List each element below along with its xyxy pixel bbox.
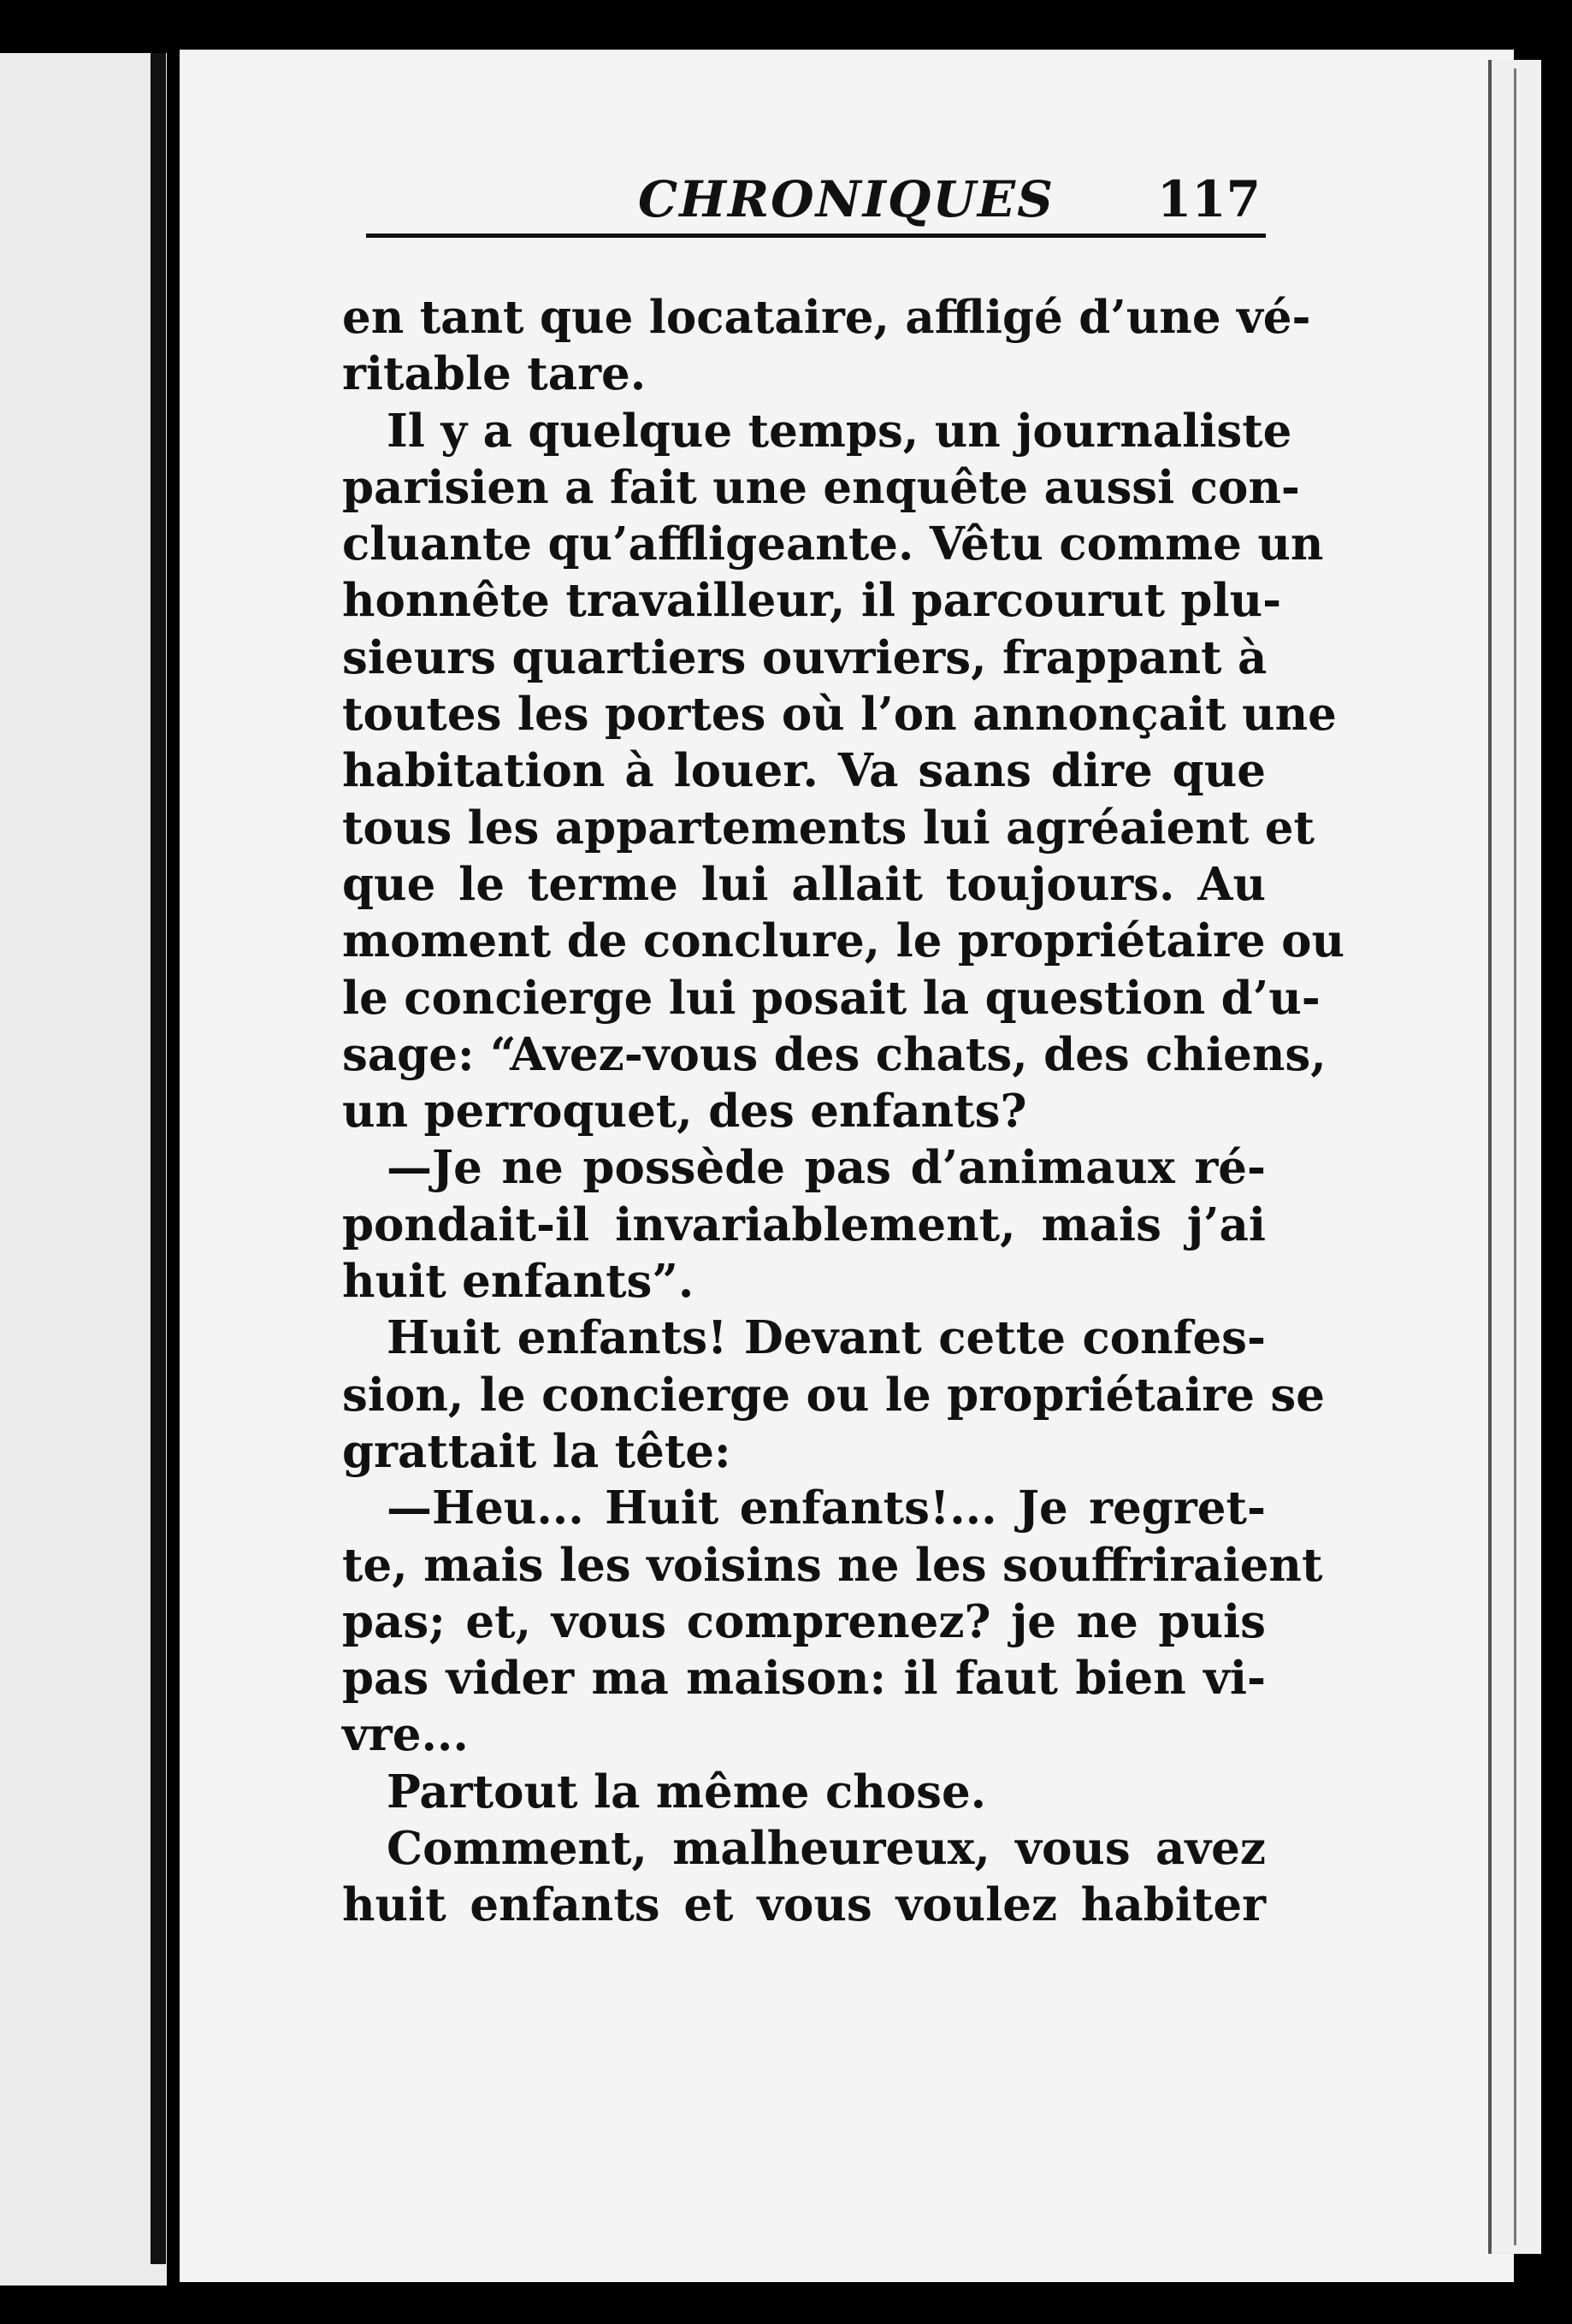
left-page-fragment [0, 53, 167, 2286]
text-line: sage: “Avez-vous des chats, des chiens, [342, 1027, 1327, 1081]
running-header [366, 167, 1266, 238]
text-line: vre... [342, 1708, 469, 1762]
text-line: que le terme lui allait toujours. Au [342, 857, 1266, 911]
page-edge-line [1514, 68, 1528, 2245]
text-line: cluante qu’affligeante. Vêtu comme un [342, 517, 1324, 571]
text-line: pas; et, vous comprenez? je ne puis [342, 1594, 1266, 1648]
text-line: Il y a quelque temps, un journaliste [387, 404, 1292, 458]
text-line: sion, le concierge ou le propriétaire se [342, 1368, 1325, 1422]
text-line: te, mais les voisins ne les souffriraient [342, 1538, 1323, 1592]
text-line: Huit enfants! Devant cette confes- [387, 1311, 1266, 1365]
text-line: un perroquet, des enfants? [342, 1085, 1027, 1138]
text-line: honnête travailleur, il parcourut plu- [342, 574, 1282, 628]
text-line: habitation à louer. Va sans dire que [342, 744, 1266, 798]
book-spine-shadow [151, 53, 166, 2264]
text-line: —Je ne possède pas d’animaux ré- [387, 1141, 1266, 1195]
text-line: pondait-il invariablement, mais j’ai [342, 1197, 1266, 1251]
text-line: sieurs quartiers ouvriers, frappant à [342, 630, 1268, 684]
text-line: le concierge lui posait la question d’u- [342, 971, 1321, 1025]
text-line: tous les appartements lui agréaient et [342, 801, 1315, 854]
body-text [342, 289, 1344, 1934]
text-line: grattait la tête: [342, 1424, 731, 1478]
text-line: ritable tare. [342, 347, 647, 401]
text-line: Partout la même chose. [387, 1765, 987, 1818]
text-line: —Heu... Huit enfants!... Je regret- [387, 1481, 1266, 1535]
running-title: CHRONIQUES [638, 170, 1055, 228]
text-line: parisien a fait une enquête aussi con- [342, 460, 1300, 514]
text-line: huit enfants et vous voulez habiter [342, 1878, 1266, 1932]
text-line: huit enfants”. [342, 1255, 694, 1309]
text-line: moment de conclure, le propriétaire ou [342, 914, 1344, 968]
text-line: Comment, malheureux, vous avez [387, 1822, 1266, 1876]
text-line: toutes les portes où l’on annonçait une [342, 688, 1337, 742]
text-line: en tant que locataire, affligé d’une vé- [342, 291, 1311, 344]
page-number: 117 [1156, 170, 1261, 228]
text-line: pas vider ma maison: il faut bien vi- [342, 1652, 1266, 1706]
